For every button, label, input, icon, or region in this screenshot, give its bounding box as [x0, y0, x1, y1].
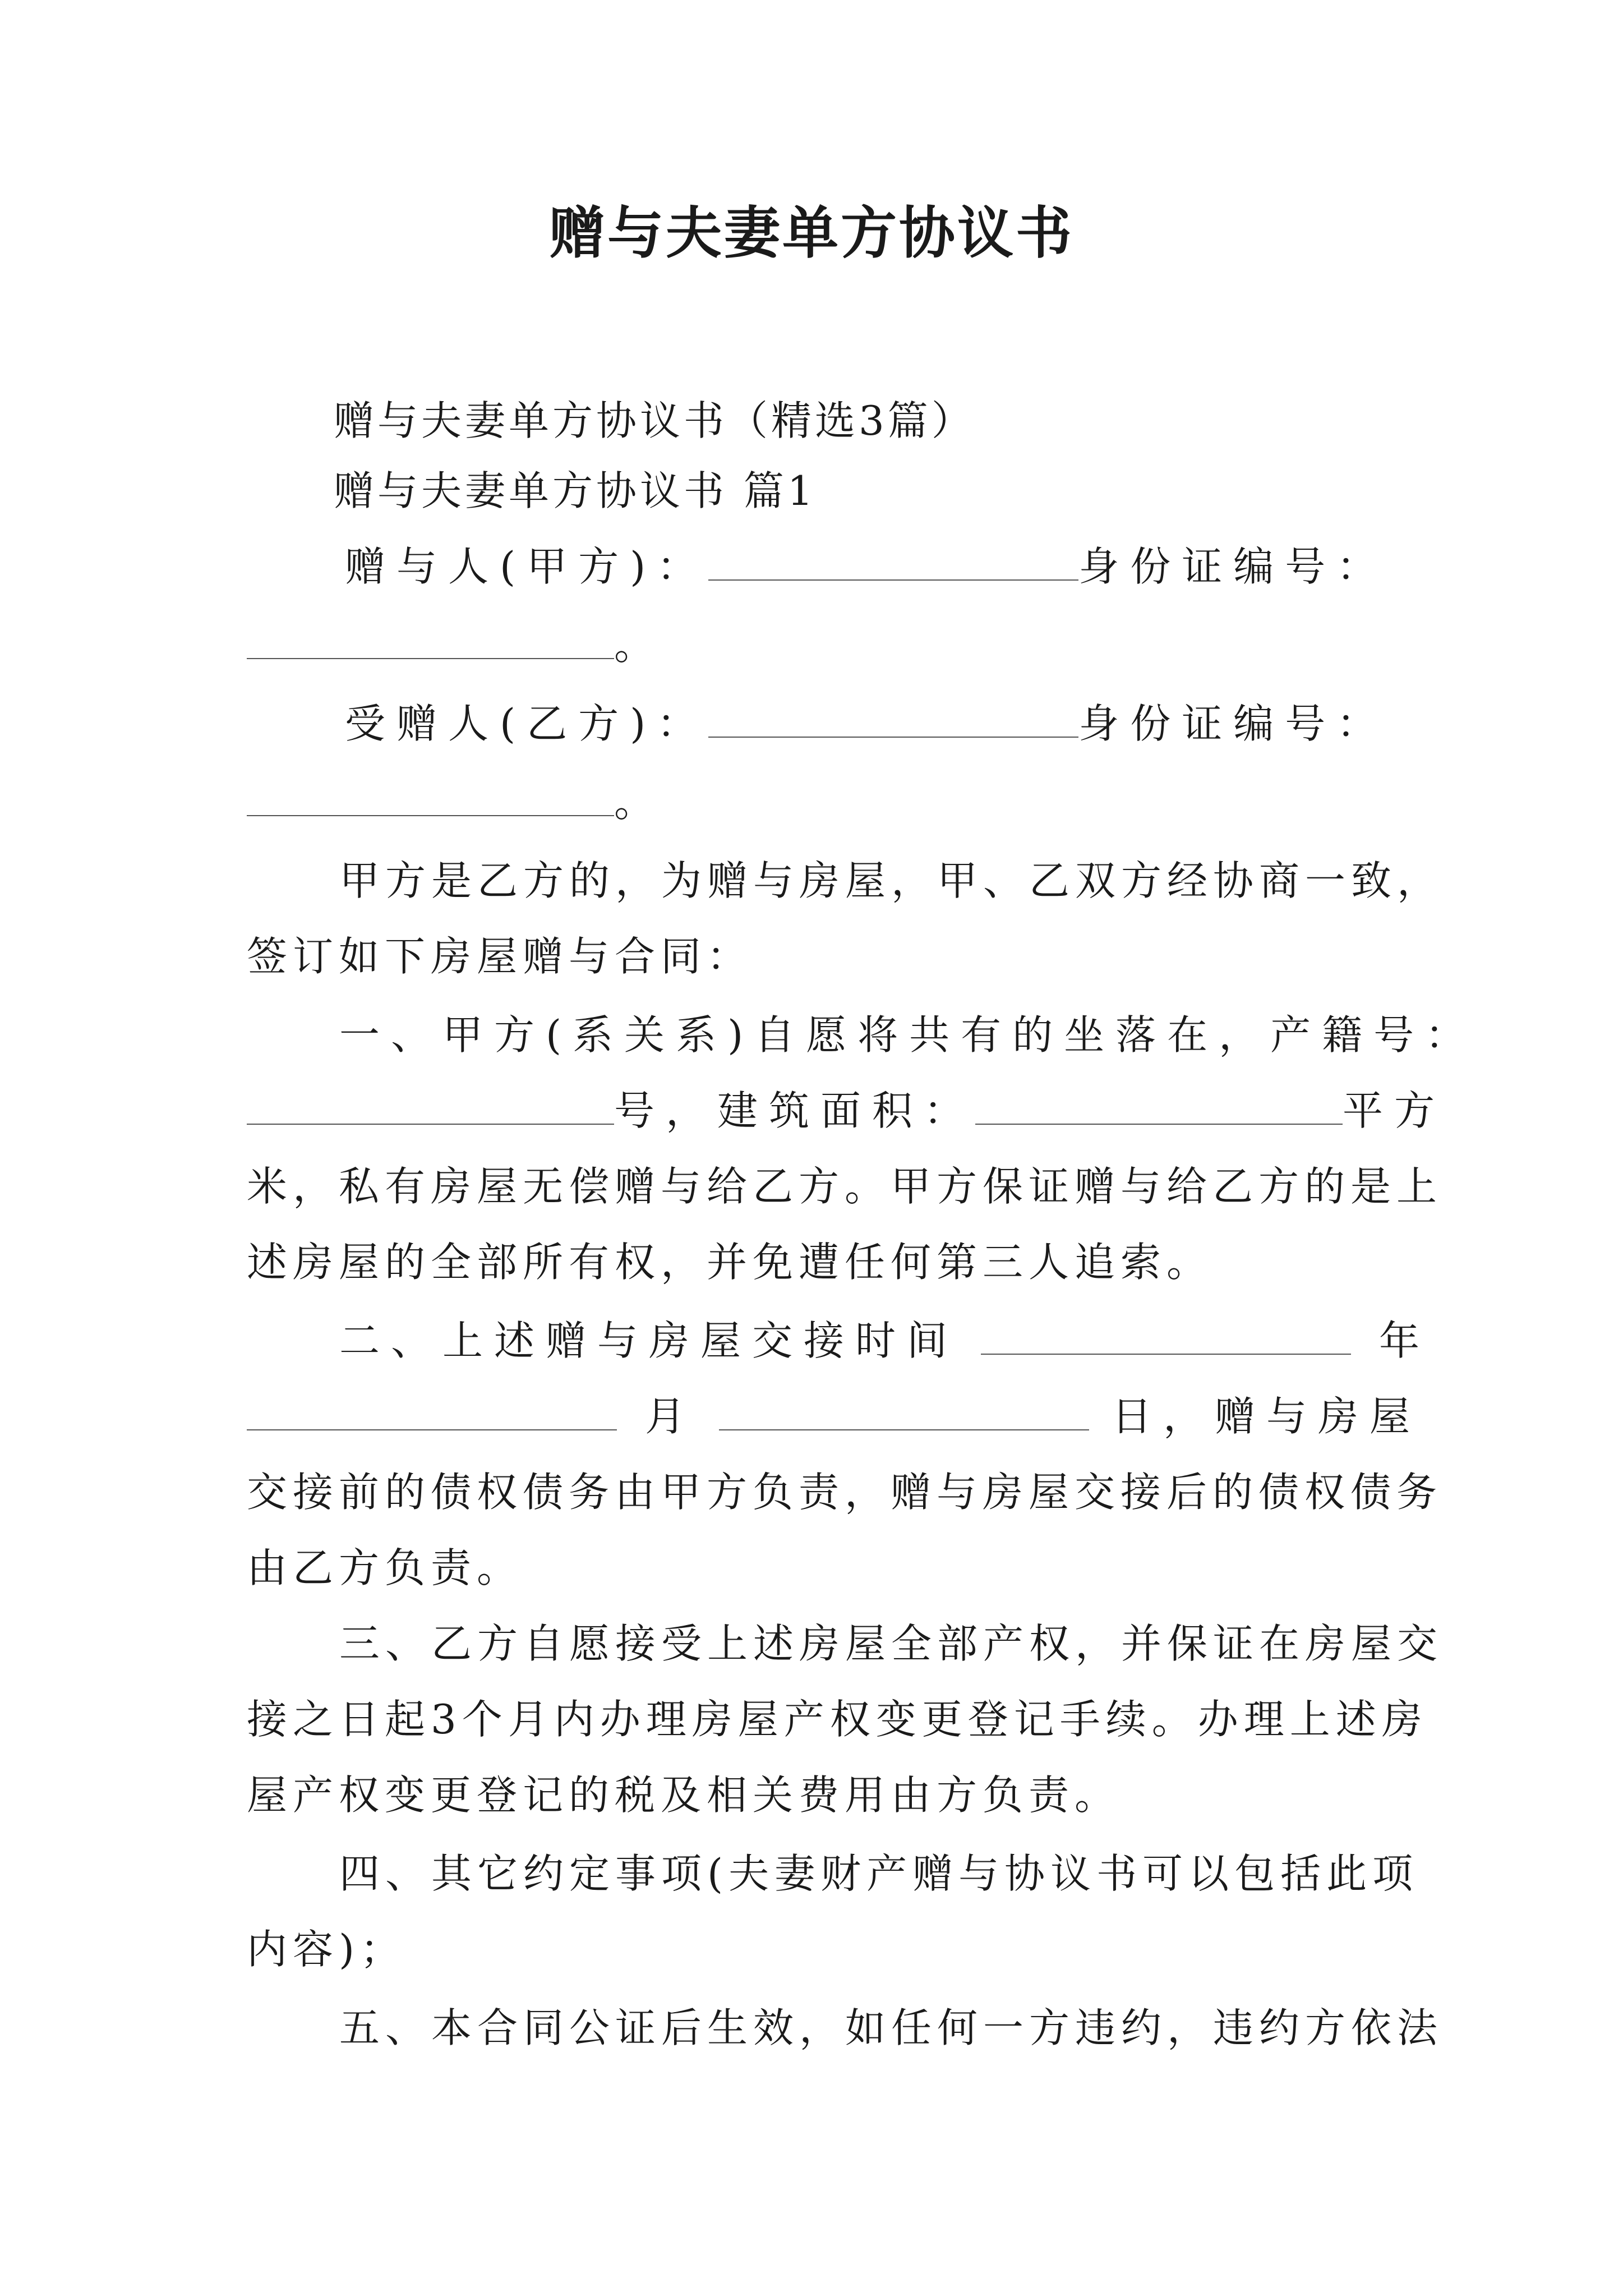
- donor-id-period: 。: [614, 622, 658, 669]
- donee-id-period: 。: [614, 779, 658, 826]
- clause2-line-1: [339, 1313, 1431, 1369]
- donor-id-blank: [247, 624, 614, 659]
- clause2-line-4: 由乙方负责。: [247, 1544, 523, 1591]
- clause4-line-2: 内容)；: [247, 1926, 407, 1973]
- day-blank: [719, 1396, 1089, 1430]
- clause3-line-3: 屋产权变更登记的税及相关费用由方负责。: [247, 1772, 1121, 1819]
- document-title: 赠与夫妻单方协议书: [549, 200, 1074, 266]
- clause1-sqm: 平方: [1343, 1087, 1446, 1134]
- clause1-line-4: 述房屋的全部所有权，并免遭任何第三人追索。: [247, 1239, 1213, 1286]
- donee-id-blank: [247, 781, 614, 816]
- donor-id-label: 身份证编号：: [1078, 543, 1389, 590]
- clause1-line-3: 米，私有房屋无偿赠与给乙方。甲方保证赠与给乙方的是上: [247, 1163, 1443, 1210]
- clause1-hao: 号，建筑面积：: [614, 1087, 976, 1134]
- clause1-line-1: 一、甲方(系关系)自愿将共有的坐落在，产籍号：: [339, 1011, 1477, 1059]
- clause5-line-1: 五、本合同公证后生效，如任何一方违约，违约方依法: [339, 2004, 1444, 2051]
- clause2-text: 二、上述赠与房屋交接时间: [339, 1317, 959, 1364]
- year-blank: [981, 1320, 1351, 1355]
- donor-line: [345, 539, 1388, 595]
- intro-line-1: 甲方是乙方的，为赠与房屋，甲、乙双方经协商一致，: [339, 857, 1444, 904]
- clause2-month: 月: [645, 1393, 697, 1440]
- donee-label: 受赠人(乙方)：: [345, 700, 709, 747]
- donor-name-blank: [708, 546, 1078, 581]
- property-number-blank: [247, 1090, 614, 1125]
- clause2-line-2: [247, 1388, 1421, 1444]
- donee-name-blank: [708, 703, 1078, 738]
- clause2-day: 日，赠与房屋: [1112, 1393, 1422, 1440]
- intro-line-2: 签订如下房屋赠与合同：: [247, 933, 753, 980]
- document-subtitle: 赠与夫妻单方协议书（精选3篇）: [334, 397, 975, 444]
- donee-id-label: 身份证编号：: [1078, 700, 1389, 747]
- donee-line: [345, 696, 1388, 752]
- floor-area-blank: [975, 1090, 1343, 1125]
- clause3-line-1: 三、乙方自愿接受上述房屋全部产权，并保证在房屋交: [339, 1620, 1444, 1667]
- clause4-line-1: 四、其它约定事项(夫妻财产赠与协议书可以包括此项: [339, 1850, 1419, 1897]
- clause2-line-3: 交接前的债权债务由甲方负责，赠与房屋交接后的债权债务: [247, 1469, 1443, 1516]
- month-blank: [247, 1396, 617, 1430]
- donee-id-line: [247, 774, 658, 830]
- clause1-line-2: [247, 1083, 1446, 1139]
- clause3-line-2: 接之日起3个月内办理房屋产权变更登记手续。办理上述房: [247, 1696, 1428, 1743]
- donor-id-line: [247, 617, 658, 673]
- section-heading: 赠与夫妻单方协议书 篇1: [334, 467, 817, 514]
- donor-label: 赠与人(甲方)：: [345, 543, 709, 590]
- clause2-year: 年: [1379, 1317, 1431, 1364]
